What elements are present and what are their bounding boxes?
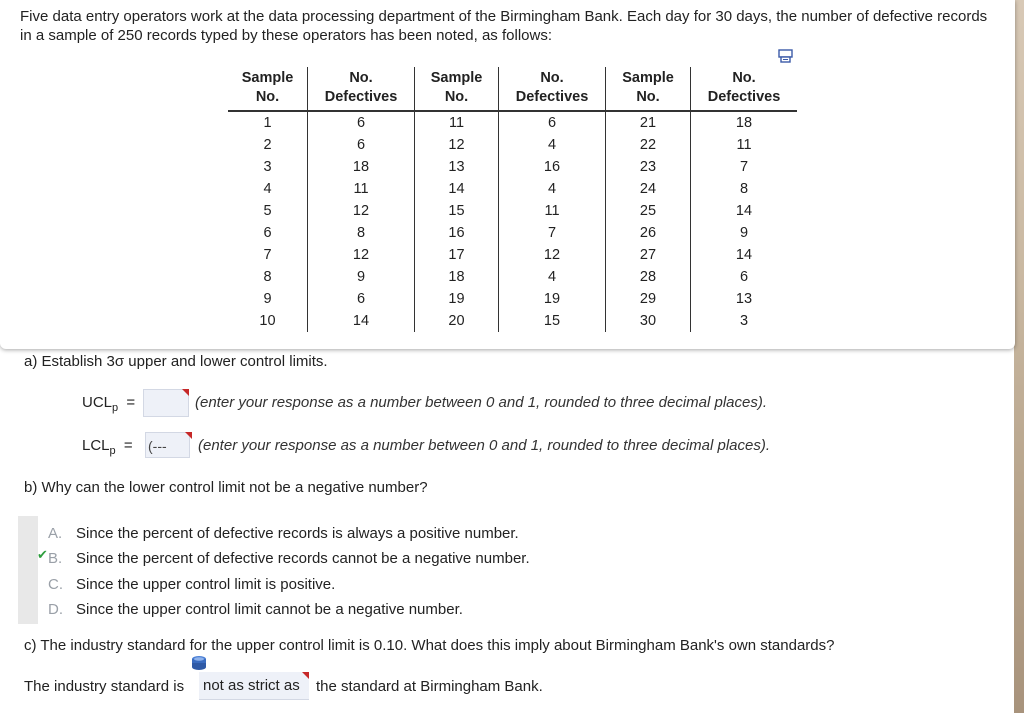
lcl-hint: (enter your response as a number between 0 and 1, rounded to three decimal places). <box>198 437 771 454</box>
cell-defectives-1: 18 <box>308 156 415 178</box>
choice-c[interactable]: C. Since the upper control limit is positive. <box>48 576 336 593</box>
choice-group-bar <box>18 516 38 624</box>
defectives-table <box>228 67 797 332</box>
table-row <box>228 288 797 310</box>
choice-a[interactable]: A. Since the percent of defective records is always a positive number. <box>48 525 519 542</box>
cell-defectives-1: 6 <box>308 288 415 310</box>
cell-defectives-3: 13 <box>735 291 753 307</box>
cell-defectives-3: 14 <box>735 203 753 219</box>
cell-sample-no-1: 5 <box>228 200 308 222</box>
ucl-label: $UCL_p$ = <box>82 394 136 414</box>
cell-defectives-1: 12 <box>308 200 415 222</box>
choice-d[interactable]: D. Since the upper control limit cannot be a negative number. <box>48 601 463 618</box>
cell-defectives-3: 11 <box>736 137 752 153</box>
table-row <box>228 200 797 222</box>
part-c-prompt: c) The industry standard for the upper control limit is 0.10. What does this imply about Birmingham Bank's own standards? <box>24 637 835 654</box>
cell-sample-no-2: 14 <box>415 178 499 200</box>
cell-sample-no-3: 27 <box>606 244 691 266</box>
cell-sample-no-3: 29 <box>606 288 691 310</box>
cell-defectives-3: 9 <box>739 225 749 241</box>
ucl-incorrect-flag <box>182 389 189 396</box>
table-row <box>228 310 797 332</box>
cell-defectives-2: 4 <box>499 178 606 200</box>
cell-sample-no-2: 15 <box>415 200 499 222</box>
choice-b[interactable]: B. Since the percent of defective records cannot be a negative number. <box>48 550 530 567</box>
cell-defectives-2: 12 <box>499 244 606 266</box>
cell-defectives-1: 12 <box>308 244 415 266</box>
strictness-dropdown[interactable]: not as strict as <box>199 672 309 700</box>
cell-defectives-3: 18 <box>735 115 753 131</box>
header-sample-no-2: Sample No. <box>415 67 499 111</box>
data-popup <box>0 0 1015 349</box>
table-row <box>228 156 797 178</box>
cell-defectives-2: 11 <box>499 200 606 222</box>
cell-defectives-3: 7 <box>739 159 749 175</box>
cell-defectives-2: 4 <box>499 266 606 288</box>
header-sample-no-1: Sample No. <box>228 67 308 111</box>
lcl-input[interactable]: (--- <box>145 432 190 458</box>
background-scenery <box>1014 0 1024 713</box>
cell-sample-no-3: 24 <box>606 178 691 200</box>
table-header-row <box>228 67 797 111</box>
header-sample-no-3: Sample No. <box>606 67 691 111</box>
cell-sample-no-1: 6 <box>228 222 308 244</box>
cell-sample-no-1: 9 <box>228 288 308 310</box>
print-icon[interactable] <box>778 49 794 63</box>
cell-sample-no-3: 23 <box>606 156 691 178</box>
cell-defectives-1: 6 <box>308 111 415 134</box>
ucl-hint: (enter your response as a number between 0 and 1, rounded to three decimal places). <box>195 394 768 411</box>
cell-defectives-2: 19 <box>499 288 606 310</box>
table-row <box>228 134 797 156</box>
cell-defectives-3: 14 <box>735 247 753 263</box>
cell-defectives-2: 6 <box>499 111 606 134</box>
header-defectives-3: No. Defectives <box>691 67 798 111</box>
lcl-label: $LCL_p$ = <box>82 437 133 457</box>
cell-sample-no-1: 2 <box>228 134 308 156</box>
table-row <box>228 178 797 200</box>
cell-sample-no-2: 13 <box>415 156 499 178</box>
table-row <box>228 266 797 288</box>
cell-sample-no-2: 20 <box>415 310 499 332</box>
part-a-prompt: a) Establish 3σ upper and lower control limits. <box>24 353 328 370</box>
part-b-prompt: b) Why can the lower control limit not be a negative number? <box>24 479 428 496</box>
cell-sample-no-3: 30 <box>606 310 691 332</box>
cell-defectives-3: 8 <box>739 181 749 197</box>
cell-sample-no-3: 25 <box>606 200 691 222</box>
lcl-incorrect-flag <box>185 432 192 439</box>
cell-sample-no-1: 7 <box>228 244 308 266</box>
table-row <box>228 244 797 266</box>
cell-defectives-1: 9 <box>308 266 415 288</box>
cell-sample-no-2: 17 <box>415 244 499 266</box>
cell-defectives-3: 3 <box>739 313 749 329</box>
header-defectives-1: No. Defectives <box>308 67 415 111</box>
cell-sample-no-2: 18 <box>415 266 499 288</box>
cell-sample-no-1: 1 <box>228 111 308 134</box>
cell-defectives-3: 6 <box>739 269 749 285</box>
cell-sample-no-1: 4 <box>228 178 308 200</box>
cell-defectives-2: 4 <box>499 134 606 156</box>
header-defectives-2: No. Defectives <box>499 67 606 111</box>
cell-defectives-2: 7 <box>499 222 606 244</box>
cell-sample-no-2: 11 <box>415 111 499 134</box>
cell-defectives-1: 6 <box>308 134 415 156</box>
cell-defectives-1: 8 <box>308 222 415 244</box>
table-body <box>228 111 797 332</box>
cell-sample-no-1: 3 <box>228 156 308 178</box>
cell-sample-no-1: 10 <box>228 310 308 332</box>
cell-defectives-2: 16 <box>499 156 606 178</box>
cell-defectives-2: 15 <box>499 310 606 332</box>
cell-sample-no-3: 26 <box>606 222 691 244</box>
cell-sample-no-2: 16 <box>415 222 499 244</box>
cell-sample-no-3: 21 <box>606 111 691 134</box>
cell-defectives-1: 11 <box>308 178 415 200</box>
correct-check-icon: ✔ <box>37 547 48 562</box>
cell-sample-no-2: 12 <box>415 134 499 156</box>
dropdown-incorrect-flag <box>302 672 309 679</box>
cell-defectives-1: 14 <box>308 310 415 332</box>
cell-sample-no-2: 19 <box>415 288 499 310</box>
table-row <box>228 111 797 134</box>
table-row <box>228 222 797 244</box>
cell-sample-no-1: 8 <box>228 266 308 288</box>
cell-sample-no-3: 22 <box>606 134 691 156</box>
part-c-text-before: The industry standard is <box>24 678 185 695</box>
problem-intro: Five data entry operators work at the data processing department of the Birmingham Bank. Each day for 30 days, the number of defective records in a sample of 250 records typed by these operators has been noted, as follows: <box>20 8 988 44</box>
cell-sample-no-3: 28 <box>606 266 691 288</box>
database-icon <box>190 655 208 671</box>
part-c-text-after: the standard at Birmingham Bank. <box>316 678 543 695</box>
